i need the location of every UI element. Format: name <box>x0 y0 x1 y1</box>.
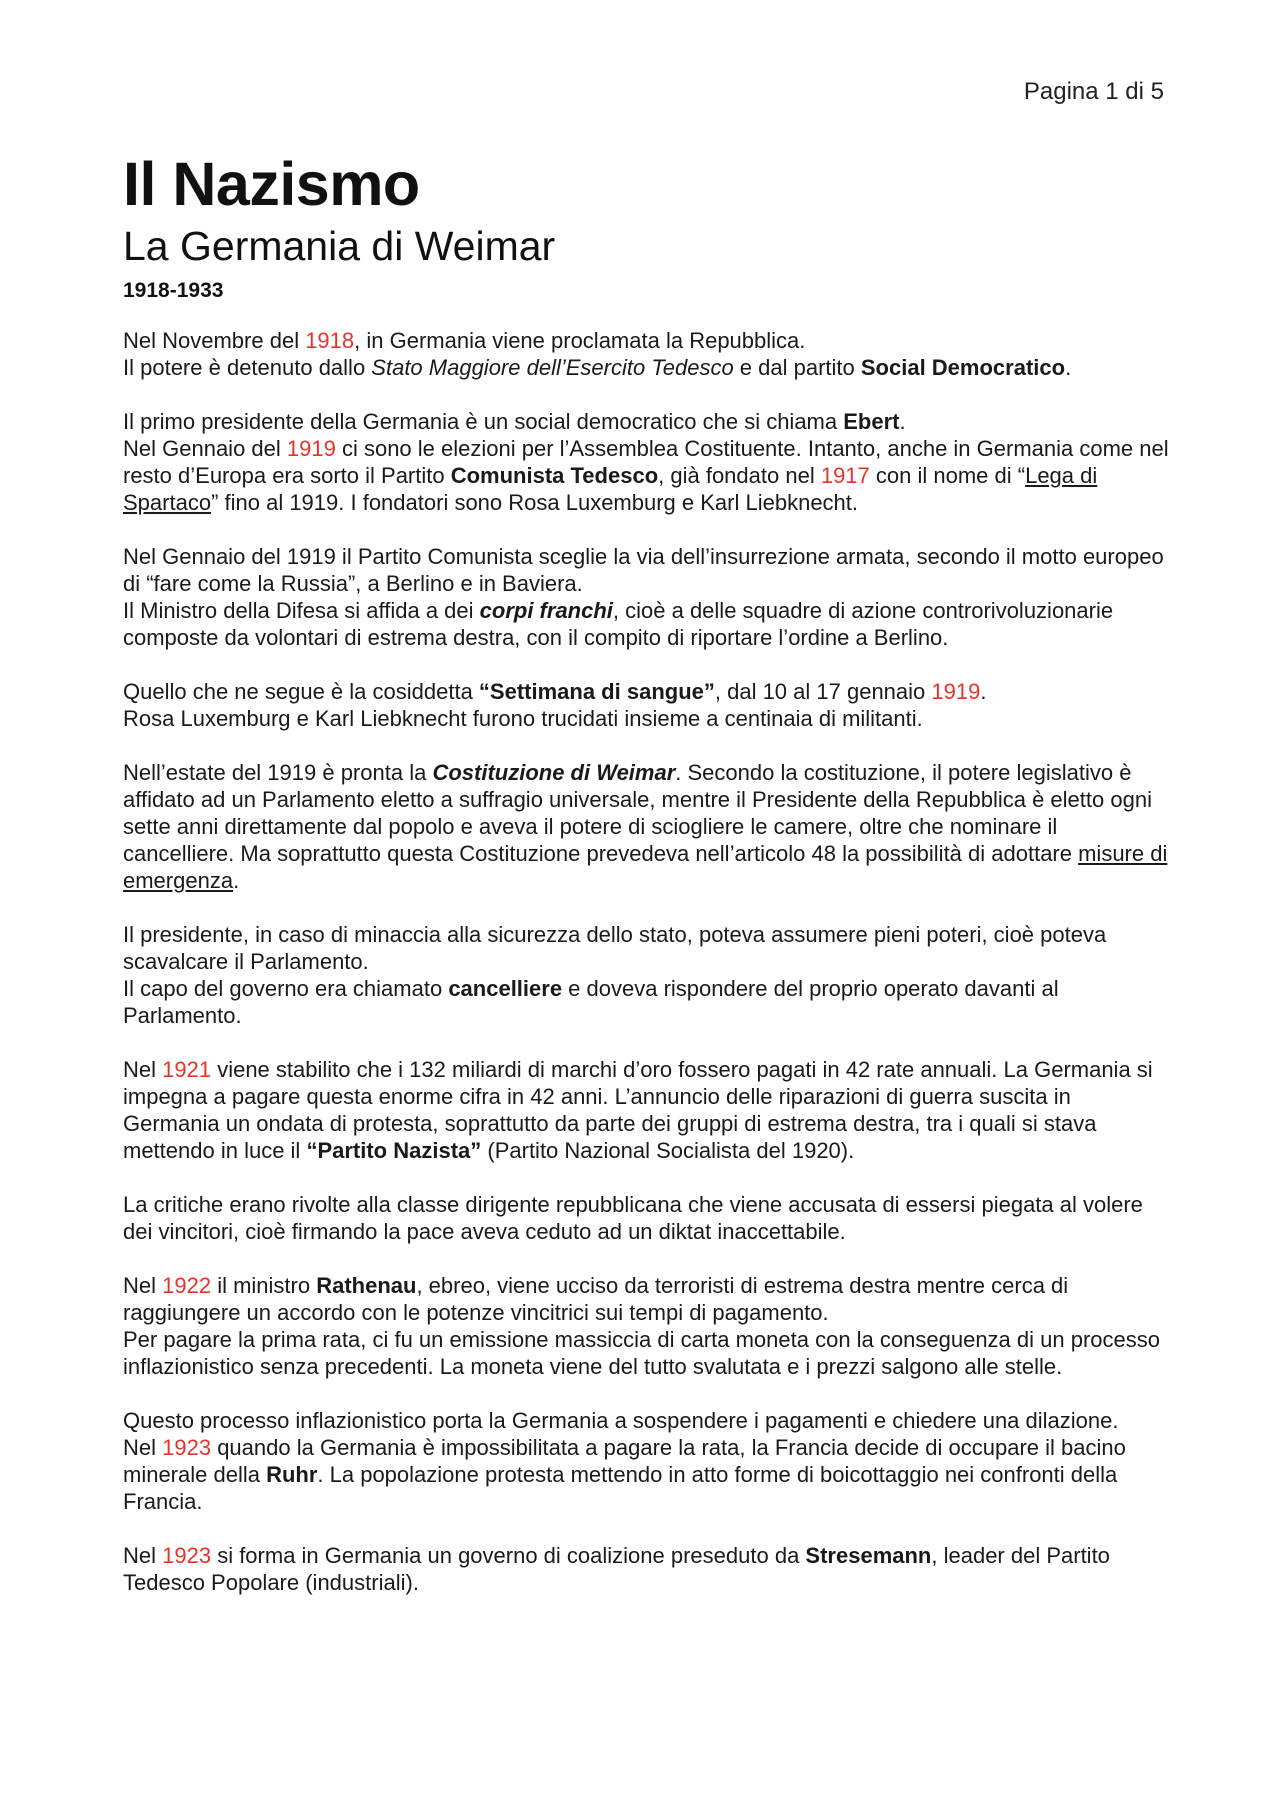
text-run: Nel Novembre del <box>123 328 306 354</box>
text-run: ci sono le elezioni per l’Assemblea Costituente. Intanto, anche in Germania come nel resto d’Europa era sorto il Partito <box>123 436 1169 489</box>
text-run: quando la Germania è impossibilitata a pagare la rata, la Francia decide di occupare il bacino minerale della <box>123 1435 1126 1488</box>
text-run: Il capo del governo era chiamato <box>123 976 449 1002</box>
text-run: Quello che ne segue è la cosiddetta <box>123 679 479 705</box>
paragraph <box>123 543 1173 651</box>
text-run: Rosa Luxemburg e Karl Liebknecht furono trucidati insieme a centinaia di militanti. <box>123 706 923 732</box>
paragraph <box>123 759 1173 894</box>
text-run: ” fino al 1919. I fondatori sono Rosa Luxemburg e Karl Liebknecht. <box>211 490 859 516</box>
bold-term: “Partito Nazista” <box>306 1138 482 1164</box>
text-run: . <box>899 409 906 435</box>
text-run: , in Germania viene proclamata la Repubblica. <box>354 328 806 354</box>
text-run: (Partito Nazional Socialista del 1920). <box>481 1138 855 1164</box>
highlighted-year: 1919 <box>931 679 981 705</box>
highlighted-year: 1918 <box>305 328 355 354</box>
text-run: Il Ministro della Difesa si affida a dei <box>123 598 480 624</box>
text-run: Nell’estate del 1919 è pronta la <box>123 760 433 786</box>
paragraph <box>123 678 1173 732</box>
page-number: Pagina 1 di 5 <box>1023 78 1164 105</box>
highlighted-year: 1921 <box>162 1057 212 1083</box>
bold-term: cancelliere <box>448 976 563 1002</box>
highlighted-year: 1922 <box>162 1273 212 1299</box>
text-run: Nel <box>123 1057 163 1083</box>
highlighted-year: 1919 <box>286 436 336 462</box>
text-run: . Secondo la costituzione, il potere legislativo è affidato ad un Parlamento eletto a suffragio universale, mentre il Presidente della Repubblica è eletto ogni sette anni direttamente dal popolo e aveva il potere di sciogliere le camere, oltre che nominare il cancelliere. Ma soprattutto questa Costituzione prevedeva nell’articolo 48 la possibilità di adottare <box>123 760 1152 867</box>
paragraph <box>123 1056 1173 1164</box>
text-run: e dal partito <box>733 355 861 381</box>
document-title: Il Nazismo <box>123 150 420 218</box>
bold-term: “Settimana di sangue” <box>478 679 715 705</box>
bold-term: Comunista Tedesco <box>450 463 659 489</box>
text-run: . <box>233 868 240 894</box>
underlined-term: Lega di Spartaco <box>123 463 1098 516</box>
bold-term: Costituzione di Weimar <box>432 760 676 786</box>
text-run: il ministro <box>211 1273 317 1299</box>
document-content <box>123 152 1173 1623</box>
text-run: . <box>1065 355 1072 381</box>
paragraph <box>123 1272 1173 1380</box>
highlighted-year: 1923 <box>162 1435 212 1461</box>
text-run: Il primo presidente della Germania è un social democratico che si chiama <box>123 409 844 435</box>
paragraph <box>123 327 1173 381</box>
text-run: La critiche erano rivolte alla classe dirigente repubblicana che viene accusata di essersi piegata al volere dei vincitori, cioè firmando la pace aveva ceduto ad un diktat inaccettabile. <box>123 1192 1143 1245</box>
bold-term: Stresemann <box>805 1543 932 1569</box>
underlined-term: misure di emergenza <box>123 841 1168 894</box>
document-body <box>123 327 1173 1596</box>
italic-term: Stato Maggiore dell’Esercito Tedesco <box>371 355 734 381</box>
bold-term: Ruhr <box>266 1462 318 1488</box>
bold-term: Ebert <box>843 409 900 435</box>
paragraph <box>123 1542 1173 1596</box>
text-run: Nel Gennaio del 1919 il Partito Comunista sceglie la via dell’insurrezione armata, secondo il motto europeo di “fare come la Russia”, a Berlino e in Baviera. <box>123 544 1164 597</box>
paragraph <box>123 1191 1173 1245</box>
text-run: e doveva rispondere del proprio operato davanti al Parlamento. <box>123 976 1059 1029</box>
document-subtitle: La Germania di Weimar <box>123 223 556 270</box>
text-run: con il nome di “ <box>869 463 1026 489</box>
bold-term: Social Democratico <box>860 355 1066 381</box>
text-run: Nel Gennaio del <box>123 436 287 462</box>
bold-term: corpi franchi <box>479 598 613 624</box>
text-run: , ebreo, viene ucciso da terroristi di estrema destra mentre cerca di raggiungere un accordo con le potenze vincitrici sui tempi di pagamento. <box>123 1273 1069 1326</box>
paragraph <box>123 1407 1173 1515</box>
text-run: viene stabilito che i 132 miliardi di marchi d’oro fossero pagati in 42 rate annuali. La Germania si impegna a pagare questa enorme cifra in 42 anni. L’annuncio delle riparazioni di guerra suscita in Germania un ondata di protesta, soprattutto da parte dei gruppi di estrema destra, tra i quali si stava mettendo in luce il <box>123 1057 1153 1164</box>
text-run: , dal 10 al 17 gennaio <box>714 679 932 705</box>
paragraph <box>123 408 1173 516</box>
text-run: Per pagare la prima rata, ci fu un emissione massiccia di carta moneta con la conseguenza di un processo inflazionistico senza precedenti. La moneta viene del tutto svalutata e i prezzi salgono alle stelle. <box>123 1327 1160 1380</box>
text-run: , già fondato nel <box>658 463 821 489</box>
date-range: 1918-1933 <box>123 278 224 302</box>
text-run: si forma in Germania un governo di coalizione preseduto da <box>211 1543 806 1569</box>
text-run: . <box>980 679 987 705</box>
text-run: Questo processo inflazionistico porta la Germania a sospendere i pagamenti e chiedere una dilazione. <box>123 1408 1119 1434</box>
text-run: Il potere è detenuto dallo <box>123 355 372 381</box>
highlighted-year: 1917 <box>820 463 870 489</box>
text-run: Nel <box>123 1273 163 1299</box>
text-run: Nel <box>123 1435 163 1461</box>
text-run: Il presidente, in caso di minaccia alla sicurezza dello stato, poteva assumere pieni poteri, cioè poteva scavalcare il Parlamento. <box>123 922 1107 975</box>
text-run: Nel <box>123 1543 163 1569</box>
text-run: . La popolazione protesta mettendo in atto forme di boicottaggio nei confronti della Francia. <box>123 1462 1118 1515</box>
highlighted-year: 1923 <box>162 1543 212 1569</box>
bold-term: Rathenau <box>316 1273 417 1299</box>
text-run: , leader del Partito Tedesco Popolare (industriali). <box>123 1543 1110 1596</box>
text-run: , cioè a delle squadre di azione controrivoluzionarie composte da volontari di estrema destra, con il compito di riportare l’ordine a Berlino. <box>123 598 1114 651</box>
paragraph <box>123 921 1173 1029</box>
